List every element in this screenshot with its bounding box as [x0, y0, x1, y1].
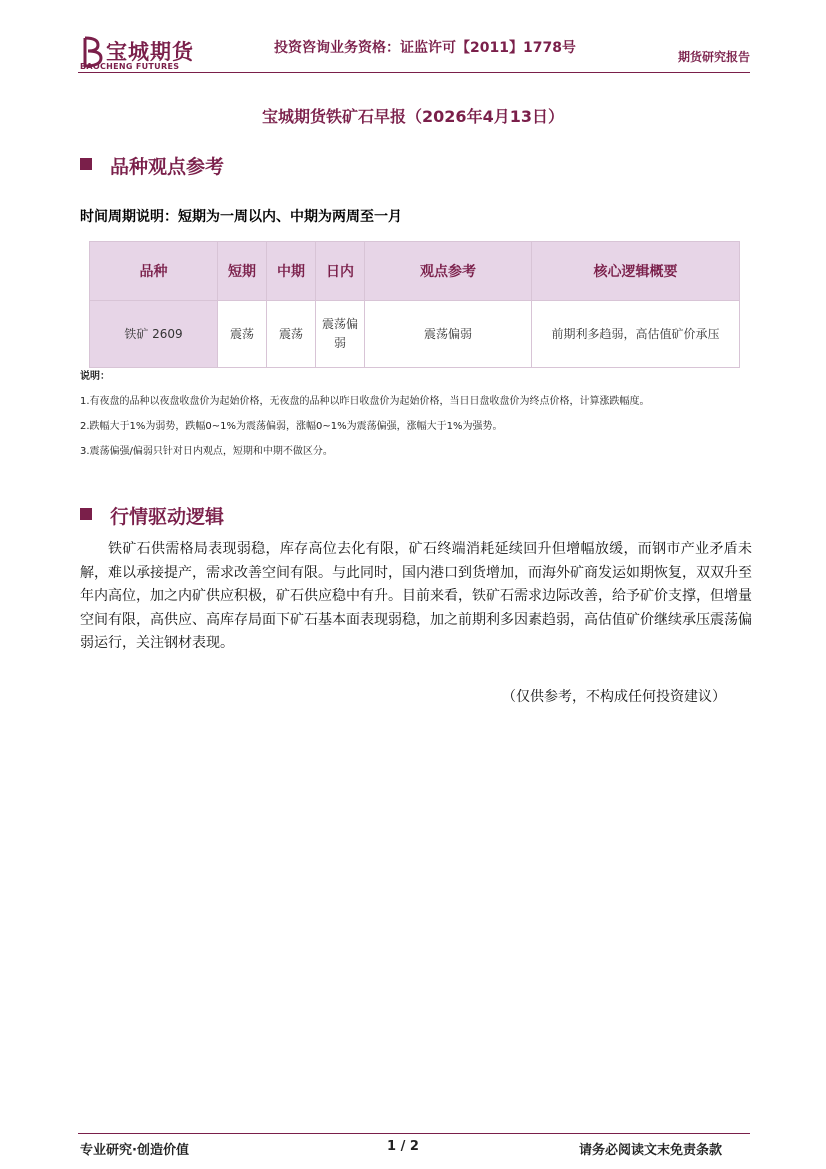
section-bullet-icon: [80, 158, 92, 170]
logo-text-cn: 宝城期货: [106, 40, 194, 64]
report-type: 期货研究报告: [677, 50, 750, 64]
logo-text-en: BAOCHENG FUTURES: [80, 62, 180, 71]
notes-title: 说明：: [80, 371, 110, 382]
footer-divider: [78, 1133, 750, 1134]
period-note: 时间周期说明：短期为一周以内、中期为两周至一月: [80, 209, 402, 225]
company-logo: [78, 34, 208, 74]
table-header-cell: 中期: [267, 242, 316, 301]
table-header-cell: 核心逻辑概要: [532, 242, 740, 301]
table-cell-mid-term: 震荡: [267, 301, 316, 368]
section-bullet-icon: [80, 508, 92, 520]
table-header-cell: 品种: [90, 242, 218, 301]
table-cell-logic: 前期利多趋弱，高估值矿价承压: [532, 301, 740, 368]
table-cell-short-term: 震荡: [218, 301, 267, 368]
section-title: 品种观点参考: [110, 156, 225, 178]
table-header-cell: 日内: [316, 242, 365, 301]
disclaimer-note: （仅供参考，不构成任何投资建议）: [502, 689, 726, 705]
section-title: 行情驱动逻辑: [110, 506, 225, 528]
header-divider: [78, 72, 750, 73]
views-table: [89, 241, 740, 368]
footer-slogan: 专业研究·创造价值: [80, 1143, 189, 1158]
document-title: 宝城期货铁矿石早报（2026年4月13日）: [262, 107, 564, 126]
notes-block: [80, 367, 750, 468]
table-header-cell: 短期: [218, 242, 267, 301]
note-item: 2.跌幅大于1%为弱势，跌幅0~1%为震荡偏弱，涨幅0~1%为震荡偏强，涨幅大于1%为强势。: [80, 421, 503, 432]
table-header-row: [90, 242, 740, 301]
footer-page-number: 1 / 2: [387, 1139, 419, 1154]
logic-paragraph: 铁矿石供需格局表现弱稳，库存高位去化有限，矿石终端消耗延续回升但增幅放缓，而钢市产业矛盾未解，难以承接提产，需求改善空间有限。与此同时，国内港口到货增加，而海外矿商发运如期恢复，双双升至年内高位，加之内矿供应积极，矿石供应稳中有升。目前来看，铁矿石需求边际改善，给予矿价支撑，但增量空间有限，高供应、高库存局面下矿石基本面表现弱稳，加之前期利多因素趋弱，高估值矿价继续承压震荡偏弱运行，关注钢材表现。: [80, 541, 752, 651]
table-header-cell: 观点参考: [365, 242, 532, 301]
qualification-text: 投资咨询业务资格：证监许可【2011】1778号: [274, 40, 576, 56]
table-cell-view: 震荡偏弱: [365, 301, 532, 368]
table-cell-variety: 铁矿 2609: [90, 301, 218, 368]
note-item: 3.震荡偏强/偏弱只针对日内观点，短期和中期不做区分。: [80, 446, 333, 457]
footer-disclaimer-link: 请务必阅读文末免责条款: [578, 1143, 722, 1158]
page-header: [78, 28, 750, 72]
table-row: [90, 301, 740, 368]
note-item: 1.有夜盘的品种以夜盘收盘价为起始价格，无夜盘的品种以昨日收盘价为起始价格，当日日盘收盘价为终点价格，计算涨跌幅度。: [80, 396, 650, 407]
table-cell-intraday: 震荡偏弱: [316, 301, 365, 368]
